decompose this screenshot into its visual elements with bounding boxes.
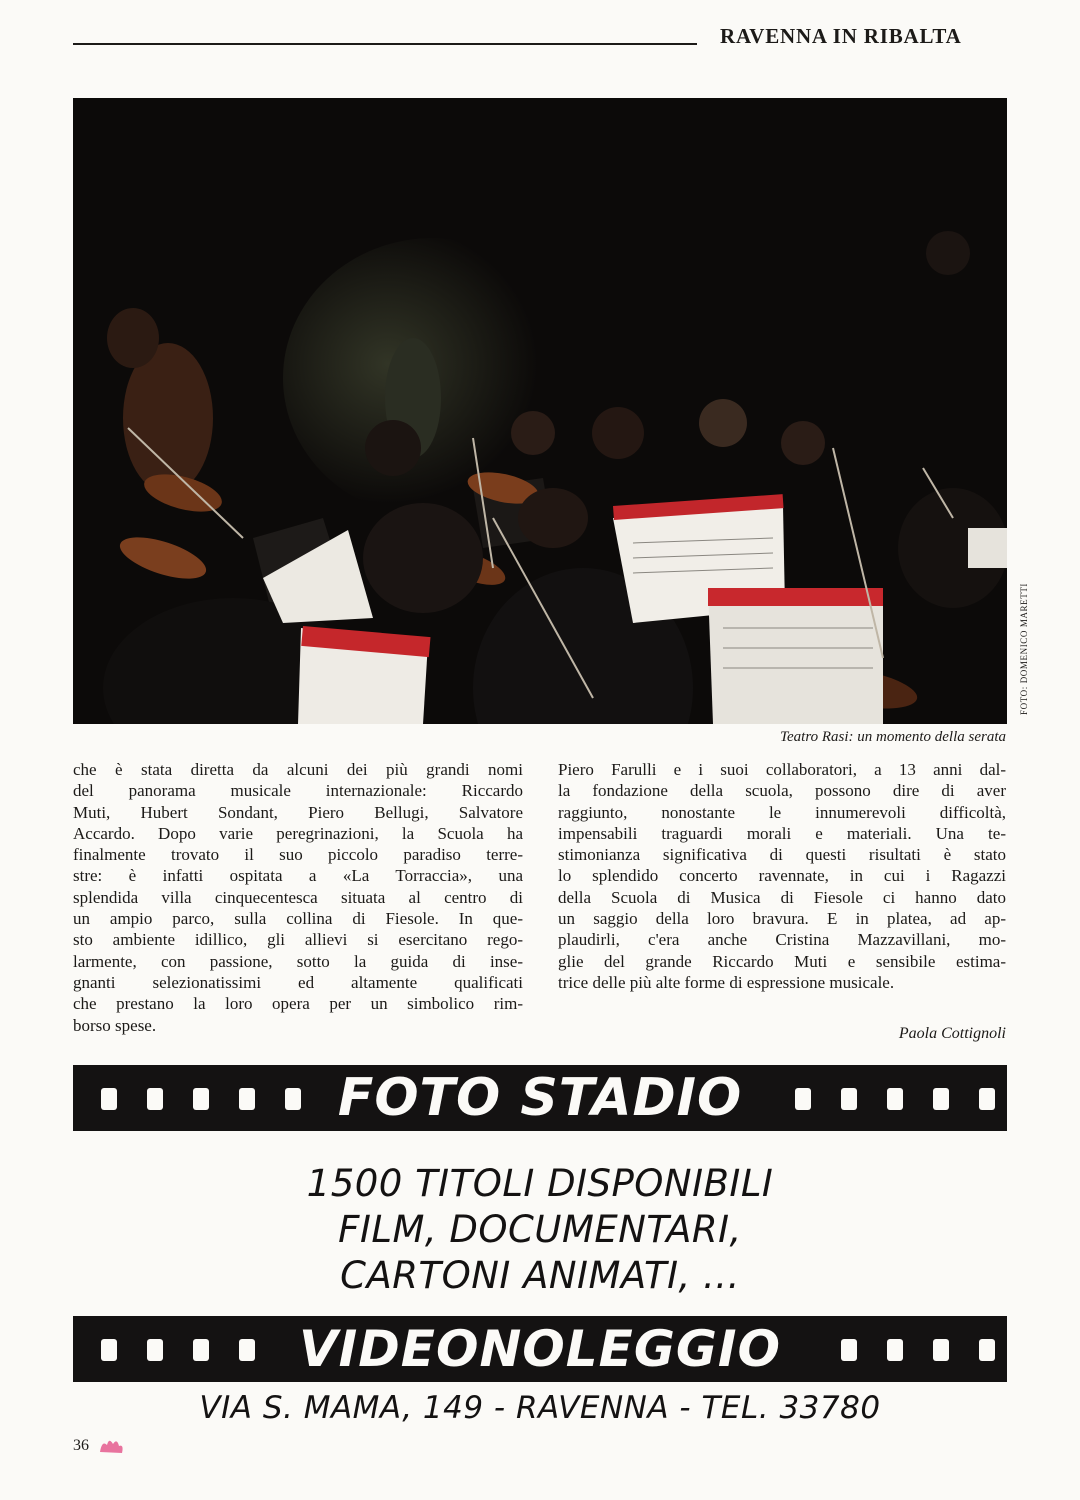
text-line: un saggio della loro bravura. E in platea, ad ap- (558, 909, 1006, 929)
text-line: splendida villa cinquecentesca situata al centro di (73, 887, 523, 907)
ad-address: VIA S. MAMA, 149 - RAVENNA - TEL. 33780 (199, 1390, 881, 1426)
film-strip-banner-bottom (73, 1316, 1007, 1382)
page-number: 36 (73, 1437, 89, 1454)
section-title: RAVENNA IN RIBALTA (720, 24, 962, 48)
film-strip-banner-top (73, 1065, 1007, 1131)
text-line: stre: è infatti ospitata a «La Torraccia», una (73, 866, 523, 886)
ad-service-name: VIDEONOLEGGIO (291, 1320, 789, 1378)
text-line: glie del grande Riccardo Muti e sensibile estima- (558, 951, 1006, 971)
photo-credit: FOTO: DOMENICO MARETTI (1019, 582, 1029, 715)
text-line: trice delle più alte forme di espressione musicale. (558, 972, 895, 992)
text-line: finalmente trovato il suo piccolo paradiso terre- (73, 845, 523, 865)
article-author: Paola Cottignoli (898, 1025, 1006, 1042)
header-rule (73, 43, 697, 45)
text-line: che è stata diretta da alcuni dei più grandi nomi (73, 760, 523, 779)
text-line: lo splendido concerto ravennate, in cui i Ragazzi (558, 866, 1006, 886)
text-line: borso spese. (73, 1015, 157, 1035)
text-line: plaudirli, c'era anche Cristina Mazzavillani, mo- (558, 930, 1006, 950)
ad-line-titles: 1500 TITOLI DISPONIBILI (306, 1162, 774, 1205)
article-right-column (558, 759, 1006, 993)
text-line: del panorama musicale internazionale: Riccardo (73, 781, 523, 801)
text-line: Piero Farulli e i suoi collaboratori, a 13 anni dal- (558, 760, 1006, 779)
text-line: Muti, Hubert Sondant, Piero Bellugi, Salvatore (73, 802, 523, 822)
ad-line-genres: FILM, DOCUMENTARI, (338, 1208, 742, 1251)
text-line: della Scuola di Musica di Fiesole ci hanno dato (558, 887, 1006, 907)
ad-line-cartoons: CARTONI ANIMATI, ... (340, 1254, 740, 1297)
orchestra-photo (73, 98, 1007, 724)
text-line: sto ambiente idillico, gli allievi si esercitano rego- (73, 930, 523, 950)
text-line: raggiunto, nonostante le innumerevoli difficoltà, (558, 802, 1006, 822)
text-line: la fondazione della scuola, possono dire di aver (558, 781, 1006, 801)
text-line: impensabili traguardi morali e materiali. Una te- (558, 823, 1006, 843)
text-line: Accardo. Dopo varie peregrinazioni, la Scuola ha (73, 823, 523, 843)
text-line: gnanti selezionatissimi ed altamente qualificati (73, 972, 523, 992)
ad-brand-name: FOTO STADIO (330, 1068, 750, 1128)
text-line: un ampio parco, sulla collina di Fiesole. In que- (73, 909, 523, 929)
magazine-flower-logo-icon (98, 1436, 124, 1456)
photo-caption: Teatro Rasi: un momento della serata (780, 729, 1006, 745)
orchestra-photo-illustration (73, 98, 1007, 724)
text-line: che prestano la loro opera per un simbolico rim- (73, 994, 523, 1014)
article-left-column (73, 759, 523, 1036)
text-line: larmente, con passione, sotto la guida di inse- (73, 951, 523, 971)
text-line: stimonianza significativa di questi risultati è stato (558, 845, 1006, 865)
